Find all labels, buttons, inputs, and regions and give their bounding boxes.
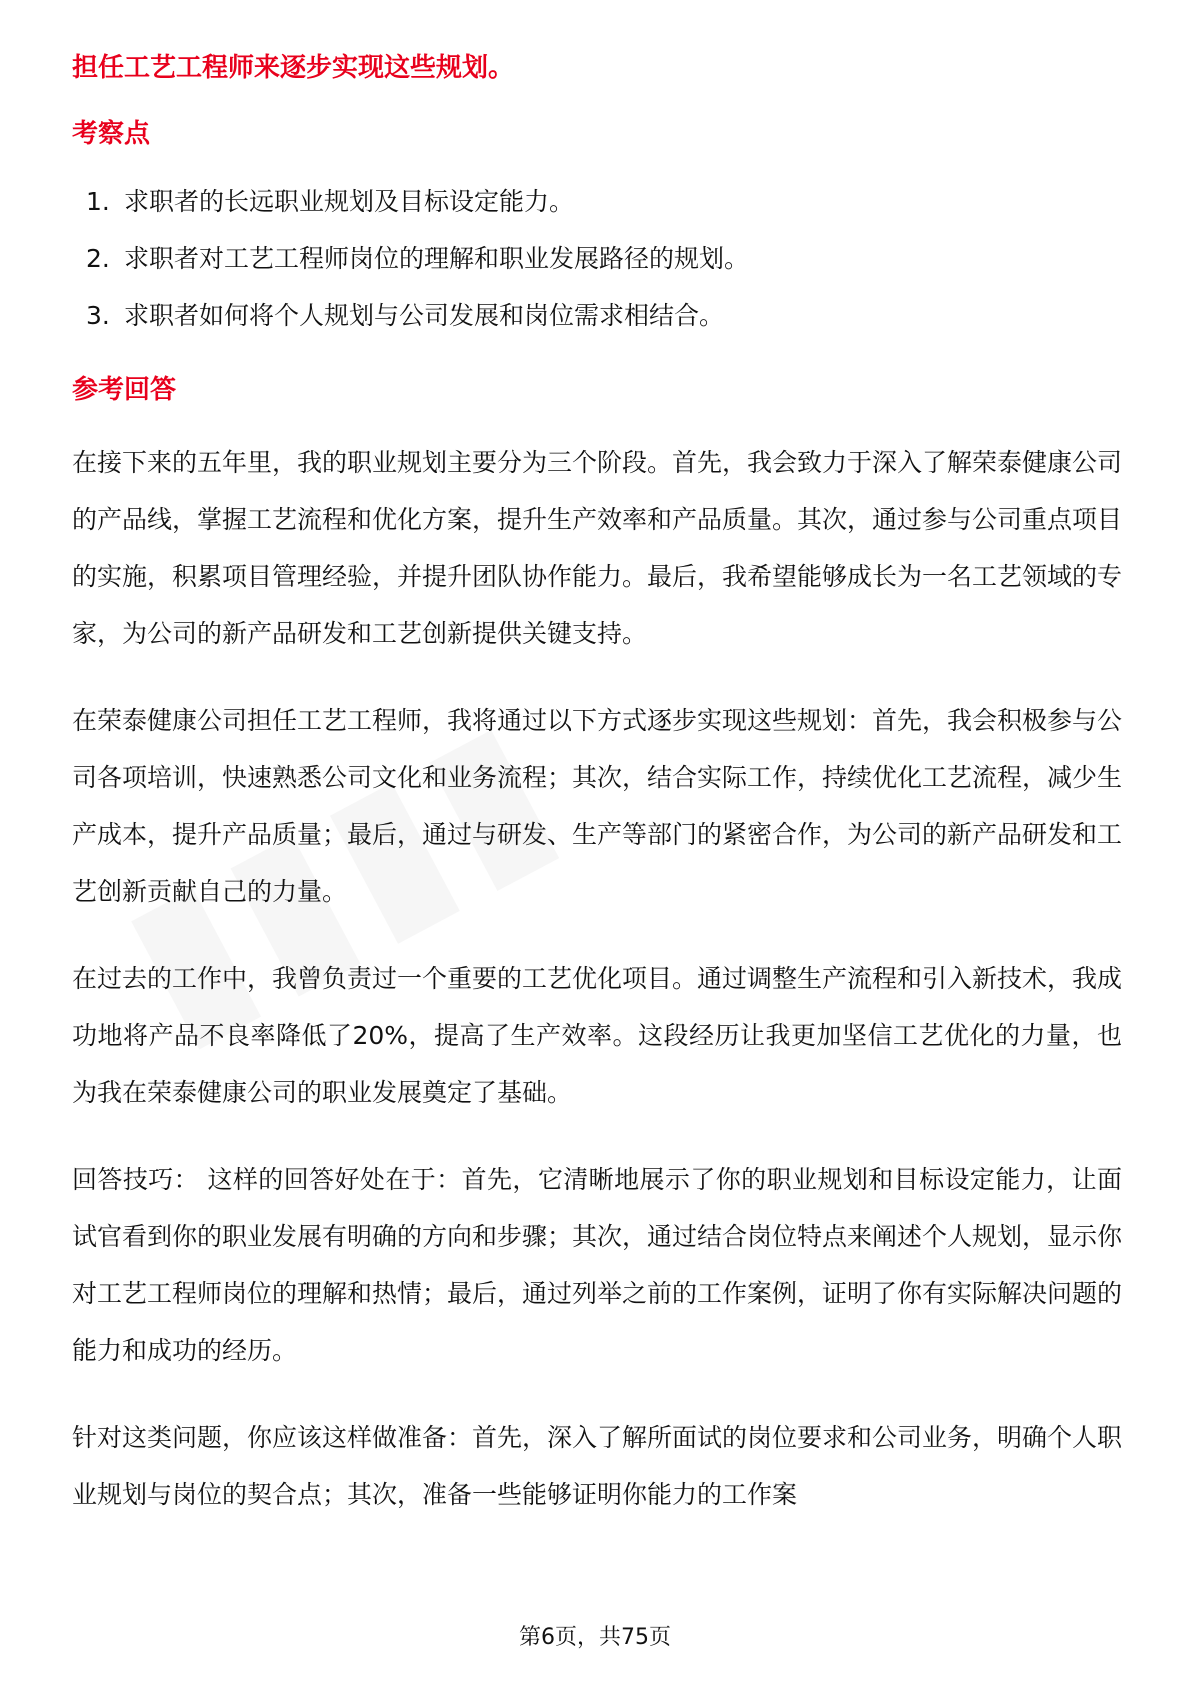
list-item-number: 2. bbox=[86, 244, 110, 273]
list-item bbox=[86, 182, 1122, 222]
list-item-text: 求职者如何将个人规划与公司发展和岗位需求相结合。 bbox=[124, 301, 725, 330]
section-title-kaocha: 考察点 bbox=[72, 119, 151, 149]
section-title-cankao: 参考回答 bbox=[72, 375, 177, 405]
list-item bbox=[86, 296, 1122, 336]
paragraph: 回答技巧： 这样的回答好处在于：首先，它清晰地展示了你的职业规划和目标设定能力，让面试官看到你的职业发展有明确的方向和步骤；其次，通过结合岗位特点来阐述个人规划，显示你对工艺工程师岗位的理解和热情；最后，通过列举之前的工作案例，证明了你有实际解决问题的能力和成功的经历。 bbox=[72, 1165, 1123, 1365]
paragraph: 在接下来的五年里，我的职业规划主要分为三个阶段。首先，我会致力于深入了解荣泰健康公司的产品线，掌握工艺流程和优化方案，提升生产效率和产品质量。其次，通过参与公司重点项目的实施，积累项目管理经验，并提升团队协作能力。最后，我希望能够成长为一名工艺领域的专家，为公司的新产品研发和工艺创新提供关键支持。 bbox=[72, 448, 1123, 648]
list-item-number: 1. bbox=[86, 187, 110, 216]
list-item-text: 求职者对工艺工程师岗位的理解和职业发展路径的规划。 bbox=[124, 244, 750, 273]
page-content bbox=[72, 48, 1122, 1523]
page-footer: 第6页，共75页 bbox=[519, 1625, 671, 1650]
points-list bbox=[72, 182, 1122, 336]
list-item-text: 求职者的长远职业规划及目标设定能力。 bbox=[124, 187, 575, 216]
paragraph: 在过去的工作中，我曾负责过一个重要的工艺优化项目。通过调整生产流程和引入新技术，我成功地将产品不良率降低了20%，提高了生产效率。这段经历让我更加坚信工艺优化的力量，也为我在荣泰健康公司的职业发展奠定了基础。 bbox=[72, 964, 1123, 1107]
paragraph: 在荣泰健康公司担任工艺工程师，我将通过以下方式逐步实现这些规划：首先，我会积极参与公司各项培训，快速熟悉公司文化和业务流程；其次，结合实际工作，持续优化工艺流程，减少生产成本，提升产品质量；最后，通过与研发、生产等部门的紧密合作，为公司的新产品研发和工艺创新贡献自己的力量。 bbox=[72, 706, 1123, 906]
list-item bbox=[86, 239, 1122, 279]
list-item-number: 3. bbox=[86, 301, 110, 330]
intro-line: 担任工艺工程师来逐步实现这些规划。 bbox=[72, 53, 515, 83]
paragraph: 针对这类问题，你应该这样做准备：首先，深入了解所面试的岗位要求和公司业务，明确个人职业规划与岗位的契合点；其次，准备一些能够证明你能力的工作案 bbox=[72, 1423, 1123, 1509]
